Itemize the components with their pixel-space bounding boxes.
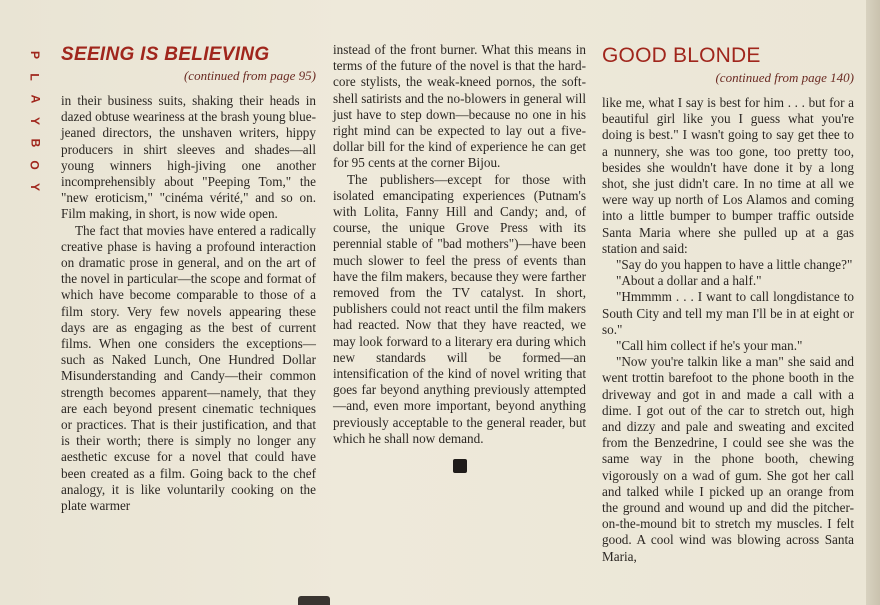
page-binding-edge [866,0,880,605]
column-2 [333,42,586,473]
paragraph: "About a dollar and a half." [616,273,762,289]
side-letter: B [27,138,42,148]
side-letter: O [28,160,42,170]
paragraph: The publishers—except for those with isolated emancipating experiences (Putnam's with Lolita, Fanny Hill and Candy; and, of course, the unique Grove Press with its perennial stable of "bad mothers")—have been much slower to feel the press of events than have the film makers, because they were farther removed from the TV catalyst. In short, publishers could not react until the film makers had reacted. Now that they have reacted, we may look forward to a literary era during which new standards will be formed—an intensification of the kind of novel writing that goes far beyond anything previously attempted—and, even more important, beyond anything previously acceptable to the general reader, but which he shall now demand. [333,171,586,446]
ink-blot [298,596,330,605]
paragraph: The fact that movies have entered a radically creative phase is having a profound interaction on dramatic prose in general, and on the art of the novel in particular—the scope and format of which have become comparable to those of a film story. Very few novels appearing these days are as engaging as the best of current films. When one considers the exceptions—such as Naked Lunch, One Hundred Dollar Misunderstanding and Candy—their common strength becomes apparent—namely, that they are each beyond present cinematic techniques or practices. That is their justification, and that is their worth; there is simply no longer any aesthetic excuse for a novel that could have been created as a film. Going back to the chef analogy, it is like voluntarily cooking on the plate warmer [61,222,316,514]
side-letter: A [27,94,42,104]
paragraph: "Hmmmm . . . I want to call longdistance to South City and tell my man I'll be in at eight or so." [602,289,854,337]
side-letter: Y [27,182,42,192]
side-letter: P [27,50,42,60]
paragraph: like me, what I say is best for him . . . but for a beautiful girl like you I guess what you're doing is best." I wasn't going to say get thee to a nunnery, she was too gone, too pretty too, besides she wouldn't have done it by a long shot, she just didn't care. In no time at all we were way up north of Los Alamos and coming into a little bumper to bumper traffic outside Santa Maria where she pulled up at a gas station and said: [602,95,854,256]
continued-note: (continued from page 140) [715,70,854,85]
column-1 [61,42,316,514]
paragraph: "Now you're talkin like a man" she said and went trottin barefoot to the phone booth in the driveway and got in and made a call with a dime. I got out of the car to stretch out, high and dizzy and pale and sweating and excited from the Benzedrine, I could see she was the same way in the phone booth, chewing vigorously on a wad of gum. She got her call and talked while I picked up an orange from the ground and wound up and did the pitcher-on-the-mound bit to stretch my muscles. I felt good. A cool wind was blowing across Santa Maria, [602,354,854,564]
column-3 [602,42,854,565]
paragraph: "Say do you happen to have a little change?" [616,257,853,273]
side-letter: Y [27,116,42,126]
magazine-name-vertical [20,44,50,198]
article-title-good-blonde: GOOD BLONDE [602,44,761,67]
paragraph: in their business suits, shaking their heads in dazed obtuse weariness at the brash young blue-jeaned directors, the unshaven writers, hippy producers in shirt sleeves and shades—all young winners high-jiving one another incomprehensibly about "Peeping Tom," the "new eroticism," "cinéma vérité," and so on. Film making, in short, is now wide open. [61,93,316,222]
continued-note: (continued from page 95) [183,68,316,83]
end-of-article-bunny-icon [453,459,467,473]
paragraph: instead of the front burner. What this means in terms of the future of the novel is that the hard-core stylists, the weak-kneed pornos, the soft-shell satirists and the no-blowers in general will just have to step down—because no one in his right mind can be expected to lay out a five-dollar bill for the kind of experience he can get for 95 cents at the corner Bijou. [333,42,586,171]
paragraph: "Call him collect if he's your man." [616,338,803,354]
article-title-seeing-is-believing: SEEING IS BELIEVING [61,44,270,65]
side-letter: L [28,73,42,81]
